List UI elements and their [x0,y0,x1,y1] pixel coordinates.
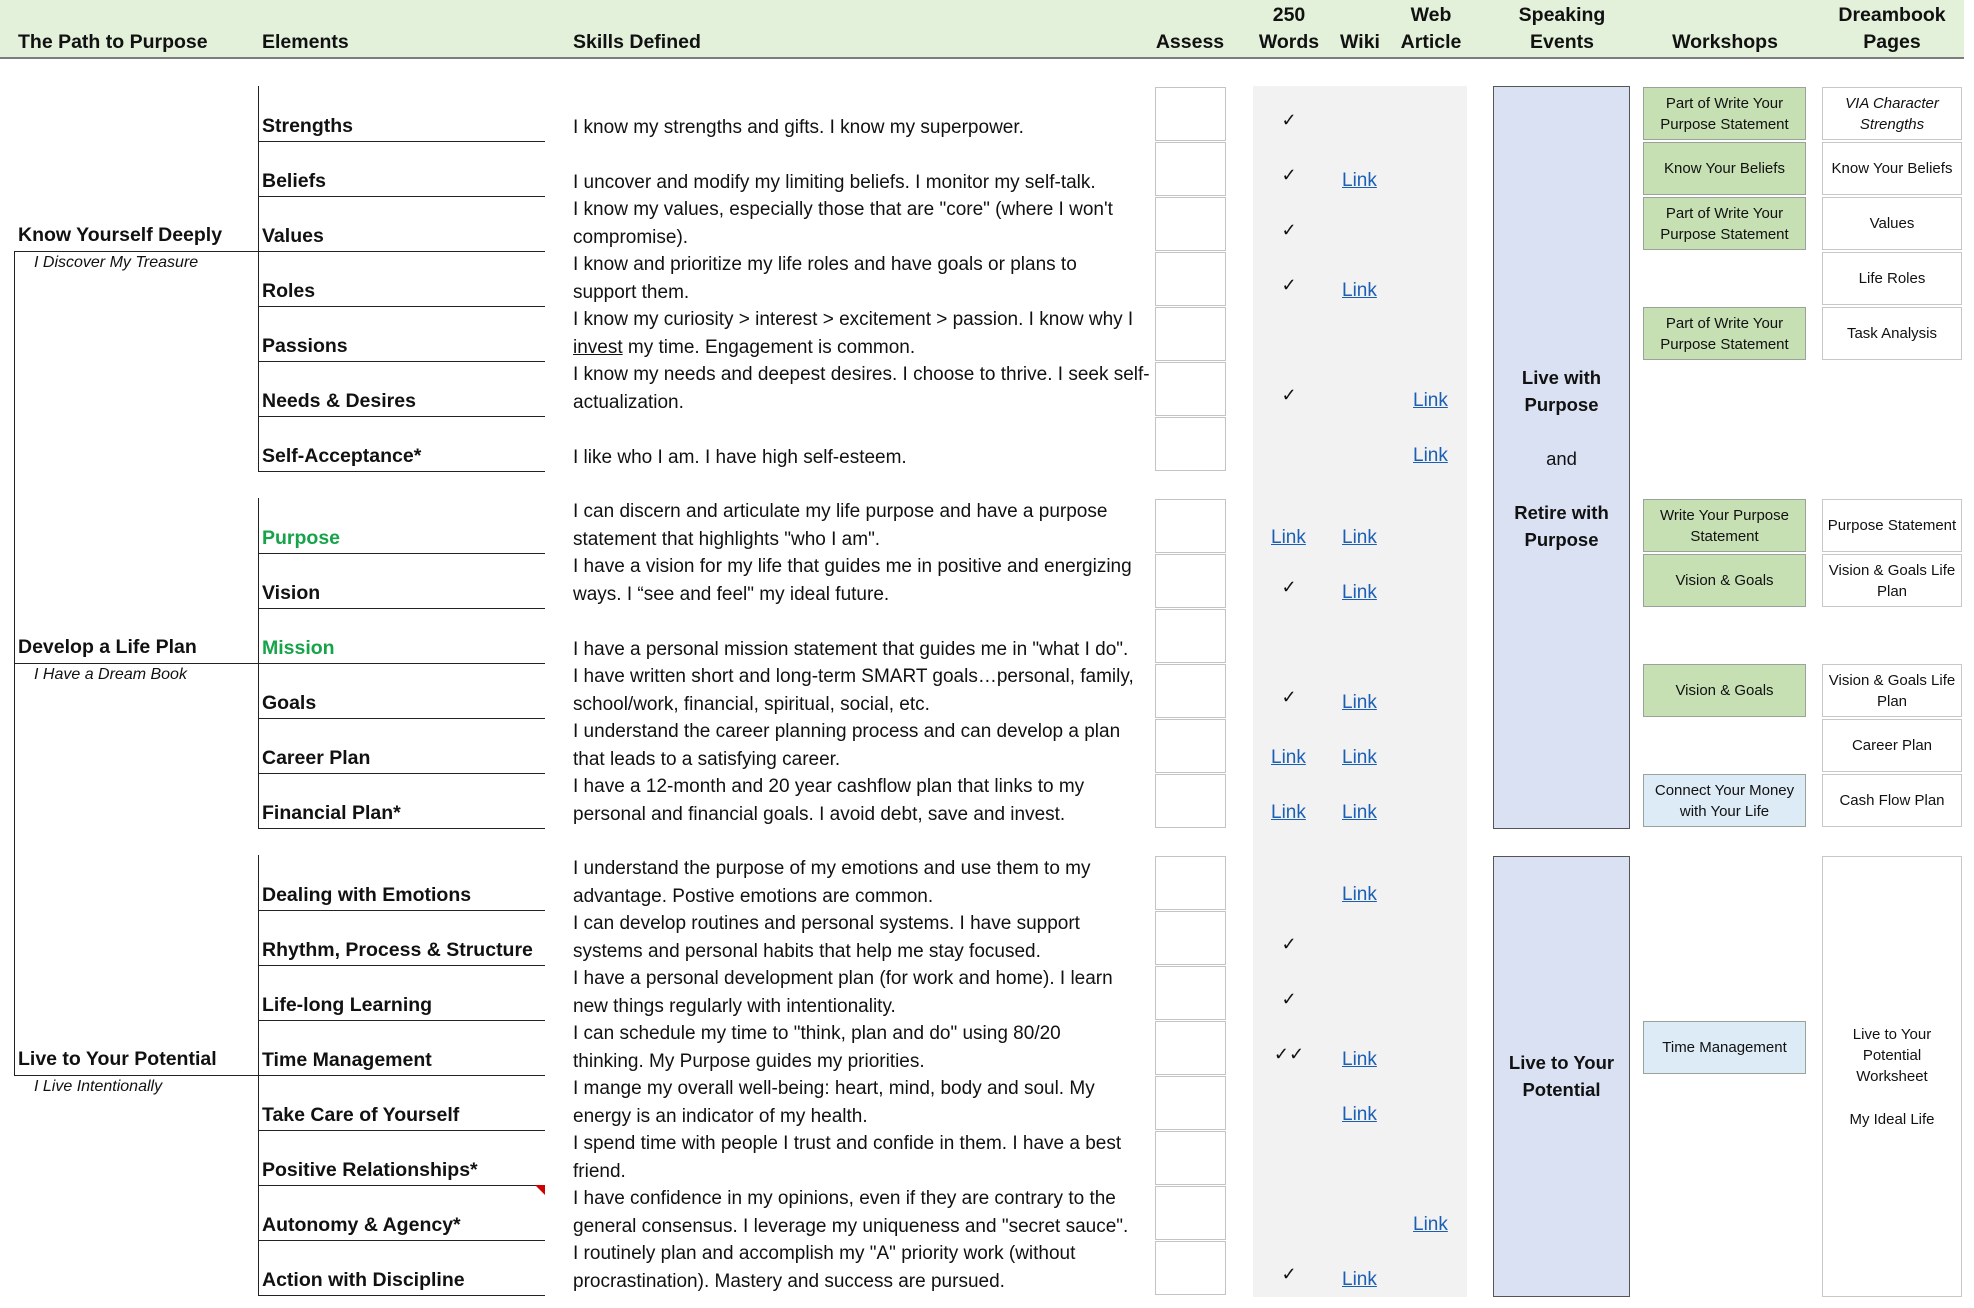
assess-cell[interactable] [1155,307,1226,361]
header-web-line2: Article [1400,31,1462,53]
speaking-event-text: Purpose [1524,394,1599,415]
row-line [258,471,545,472]
element-label: Strengths [262,115,354,137]
assess-cell[interactable] [1155,1131,1226,1185]
assess-cell[interactable] [1155,719,1226,773]
workshop-box[interactable]: Know Your Beliefs [1643,142,1806,195]
skill-text: I know my needs and deepest desires. I choose to thrive. I seek self- actualization. [573,364,1150,413]
assess-cell[interactable] [1155,856,1226,910]
skill-text: I have written short and long-term SMART goals…personal, family, school/work, financial, spiritual, social, etc. [573,666,1134,715]
speaking-event-text: Live with [1521,367,1602,388]
section-subtitle-know-yourself: I Discover My Treasure [34,254,199,271]
section-title-know-yourself: Know Yourself Deeply [18,224,223,246]
speaking-event-text: Live to Your [1508,1052,1615,1073]
header-dreambook-line2: Pages [1863,31,1921,53]
row-line [258,306,545,307]
dreambook-page[interactable]: Vision & Goals Life Plan [1822,664,1962,717]
assess-cell[interactable] [1155,911,1226,965]
row-line [258,196,545,197]
header-assess: Assess [1155,31,1225,53]
section-title-life-plan: Develop a Life Plan [18,636,197,658]
assess-cell[interactable] [1155,1021,1226,1075]
element-label-purpose: Purpose [262,527,341,549]
element-label: Action with Discipline [262,1269,465,1291]
workshop-box[interactable]: Write Your Purpose Statement [1643,499,1806,552]
dreambook-page-group[interactable] [1822,856,1962,1297]
skill-text: I like who I am. I have high self-esteem. [573,446,907,468]
row-line [258,773,545,774]
skill-text: I understand the career planning process and can develop a plan that leads to a satisfying career. [573,721,1121,770]
dreambook-page-title: Live to Your Potential Worksheet [1852,1025,1932,1085]
row-line [258,828,545,829]
row-line [258,1295,545,1296]
row-line [258,1240,545,1241]
row-line [258,361,545,362]
wiki-link-career-plan[interactable]: Link [1342,747,1377,768]
section-line-2 [14,663,259,664]
comment-indicator [535,1185,545,1195]
element-label: Needs & Desires [262,390,416,412]
check-mark-icon: ✓ [1281,687,1297,707]
web-link-needs[interactable]: Link [1413,390,1448,411]
check-mark-icon: ✓ [1281,110,1297,130]
skill-text: I know and prioritize my life roles and have goals or plans to support them. [573,254,1077,303]
section-title-potential: Live to Your Potential [18,1048,217,1070]
workshop-box[interactable]: Part of Write Your Purpose Statement [1643,87,1806,140]
assess-cell[interactable] [1155,1241,1226,1295]
wiki-link-emotions[interactable]: Link [1342,884,1377,905]
skill-text: I can develop routines and personal systems. I have support systems and personal habits that help me stay focused. [573,913,1080,962]
speaking-event-text: Retire with [1514,502,1609,523]
wiki-link-vision[interactable]: Link [1342,582,1377,603]
check-mark-icon: ✓ [1281,577,1297,597]
element-label: Take Care of Yourself [262,1104,460,1126]
header-speaking-line2: Events [1530,31,1594,53]
check-mark-icon: ✓ [1281,275,1297,295]
web-link-autonomy[interactable]: Link [1413,1214,1448,1235]
words-link-career-plan[interactable]: Link [1271,747,1306,768]
skill-text: I can schedule my time to "think, plan and do" using 80/20 thinking. My Purpose guides my priorities. [573,1023,1061,1072]
assess-cell[interactable] [1155,499,1226,553]
wiki-link-roles[interactable]: Link [1342,280,1377,301]
row-line [258,416,545,417]
row-line [258,1185,545,1186]
row-line [258,1130,545,1131]
element-label: Self-Acceptance* [262,445,422,467]
workshop-box[interactable]: Connect Your Money with Your Life [1643,774,1806,827]
skill-text: I uncover and modify my limiting beliefs. I monitor my self-talk. [573,171,1096,193]
skill-text: I have a personal development plan (for work and home). I learn new things regularly with intentionality. [573,968,1113,1017]
row-line [258,718,545,719]
tree-trunk-line [14,251,15,1075]
check-mark-icon: ✓ [1281,989,1297,1009]
row-line [258,608,545,609]
assess-cell[interactable] [1155,609,1226,663]
skill-text: I spend time with people I trust and confide in them. I have a best friend. [573,1133,1122,1182]
workshop-box[interactable]: Vision & Goals [1643,664,1806,717]
element-label-mission: Mission [262,637,335,659]
assess-cell[interactable] [1155,774,1226,828]
dreambook-page[interactable]: Vision & Goals Life Plan [1822,554,1962,607]
element-label: Career Plan [262,747,371,769]
skill-text: I have a vision for my life that guides me in positive and energizing ways. I “see and feel" my ideal future. [573,556,1132,605]
element-label: Dealing with Emotions [262,884,472,906]
assess-cell[interactable] [1155,252,1226,306]
assess-cell[interactable] [1155,87,1226,141]
element-label: Vision [262,582,321,604]
row-line [258,141,545,142]
web-link-self-acceptance[interactable]: Link [1413,445,1448,466]
element-label: Beliefs [262,170,326,192]
check-mark-icon: ✓ [1281,385,1297,405]
row-line [258,251,545,252]
header-elements: Elements [262,31,349,53]
header-band [0,0,1964,59]
dreambook-page[interactable]: Career Plan [1822,719,1962,772]
dreambook-page[interactable]: Life Roles [1822,252,1962,305]
dreambook-page[interactable]: Cash Flow Plan [1822,774,1962,827]
check-mark-icon: ✓ [1281,934,1297,954]
check-mark-icon: ✓ [1281,1264,1297,1284]
header-words-line2: Words [1258,31,1320,53]
assess-cell[interactable] [1155,362,1226,416]
header-workshops: Workshops [1672,31,1778,53]
row-line [258,965,545,966]
double-check-mark-icon: ✓✓ [1273,1044,1305,1064]
assess-cell[interactable] [1155,554,1226,608]
element-label: Financial Plan* [262,802,401,824]
header-dreambook-line1: Dreambook [1838,4,1946,26]
element-label: Goals [262,692,317,714]
speaking-event-text: Potential [1522,1079,1601,1100]
skill-text: I know my strengths and gifts. I know my superpower. [573,116,1024,138]
row-line [258,910,545,911]
element-label: Values [262,225,324,247]
assess-cell[interactable] [1155,142,1226,196]
assess-cell[interactable] [1155,966,1226,1020]
element-label: Time Management [262,1049,432,1071]
skill-text: I have a personal mission statement that guides me in "what I do". [573,638,1129,660]
wiki-link-take-care[interactable]: Link [1342,1104,1377,1125]
skill-text: I routinely plan and accomplish my "A" priority work (without procrastination). Mastery and success are pursued. [573,1243,1076,1292]
speaking-event-text: and [1546,448,1577,469]
element-label: Autonomy & Agency* [262,1214,461,1236]
skill-text: I have a 12-month and 20 year cashflow plan that links to my personal and financial goals. I avoid debt, save and invest. [573,776,1085,825]
check-mark-icon: ✓ [1281,220,1297,240]
wiki-link-financial-plan[interactable]: Link [1342,802,1377,823]
header-speaking-line1: Speaking [1518,4,1606,26]
dreambook-page-title: My Ideal Life [1849,1110,1935,1128]
section-line-3 [14,1075,259,1076]
dreambook-page[interactable]: Know Your Beliefs [1822,142,1962,195]
skill-text: I can discern and articulate my life purpose and have a purpose statement that highlights "who I am". [573,501,1108,550]
row-line [258,1020,545,1021]
words-link-purpose[interactable]: Link [1271,527,1306,548]
assess-cell[interactable] [1155,1076,1226,1130]
element-label: Life-long Learning [262,994,433,1016]
workshop-box[interactable]: Part of Write Your Purpose Statement [1643,197,1806,250]
header-path: The Path to Purpose [18,31,208,53]
assess-cell[interactable] [1155,1186,1226,1240]
check-mark-icon: ✓ [1281,165,1297,185]
section-line-1 [14,251,259,252]
skill-text: I know my values, especially those that are "core" (where I won't compromise). [573,199,1113,248]
element-label: Roles [262,280,316,302]
element-label: Passions [262,335,348,357]
speaking-event-text: Purpose [1524,529,1599,550]
header-skills: Skills Defined [573,31,701,53]
wiki-link-beliefs[interactable]: Link [1342,170,1377,191]
wiki-link-purpose[interactable]: Link [1342,527,1377,548]
wiki-link-goals[interactable]: Link [1342,692,1377,713]
words-link-financial-plan[interactable]: Link [1271,802,1306,823]
assess-cell[interactable] [1155,417,1226,471]
dreambook-page[interactable]: Purpose Statement [1822,499,1962,552]
row-line [258,663,545,664]
row-line [258,1075,545,1076]
workshop-box[interactable]: Part of Write Your Purpose Statement [1643,307,1806,360]
header-wiki: Wiki [1340,31,1380,53]
workshop-box[interactable]: Time Management [1643,1021,1806,1074]
dreambook-page[interactable]: VIA Character Strengths [1822,87,1962,140]
element-label: Rhythm, Process & Structure [262,939,533,961]
workshop-box[interactable]: Vision & Goals [1643,554,1806,607]
assess-cell[interactable] [1155,664,1226,718]
skill-text: I have confidence in my opinions, even if they are contrary to the general consensus. I leverage my uniqueness and "secret sauce". [573,1188,1129,1237]
dreambook-page[interactable]: Values [1822,197,1962,250]
header-web-line1: Web [1410,4,1452,26]
section-subtitle-potential: I Live Intentionally [34,1078,163,1095]
header-words-line1: 250 [1272,4,1306,26]
assess-cell[interactable] [1155,197,1226,251]
skill-text: I understand the purpose of my emotions and use them to my advantage. Postive emotions are common. [573,858,1091,907]
section-subtitle-life-plan: I Have a Dream Book [34,666,187,683]
dreambook-page[interactable]: Task Analysis [1822,307,1962,360]
skill-text: I mange my overall well-being: heart, mind, body and soul. My energy is an indicator of my health. [573,1078,1095,1127]
element-label: Positive Relationships* [262,1159,478,1181]
skill-text: I know my curiosity > interest > excitement > passion. I know why I invest my time. Engagement is common. [573,309,1134,358]
row-line [258,553,545,554]
wiki-link-time-management[interactable]: Link [1342,1049,1377,1070]
wiki-link-action[interactable]: Link [1342,1269,1377,1290]
group-bracket-1 [258,86,259,472]
